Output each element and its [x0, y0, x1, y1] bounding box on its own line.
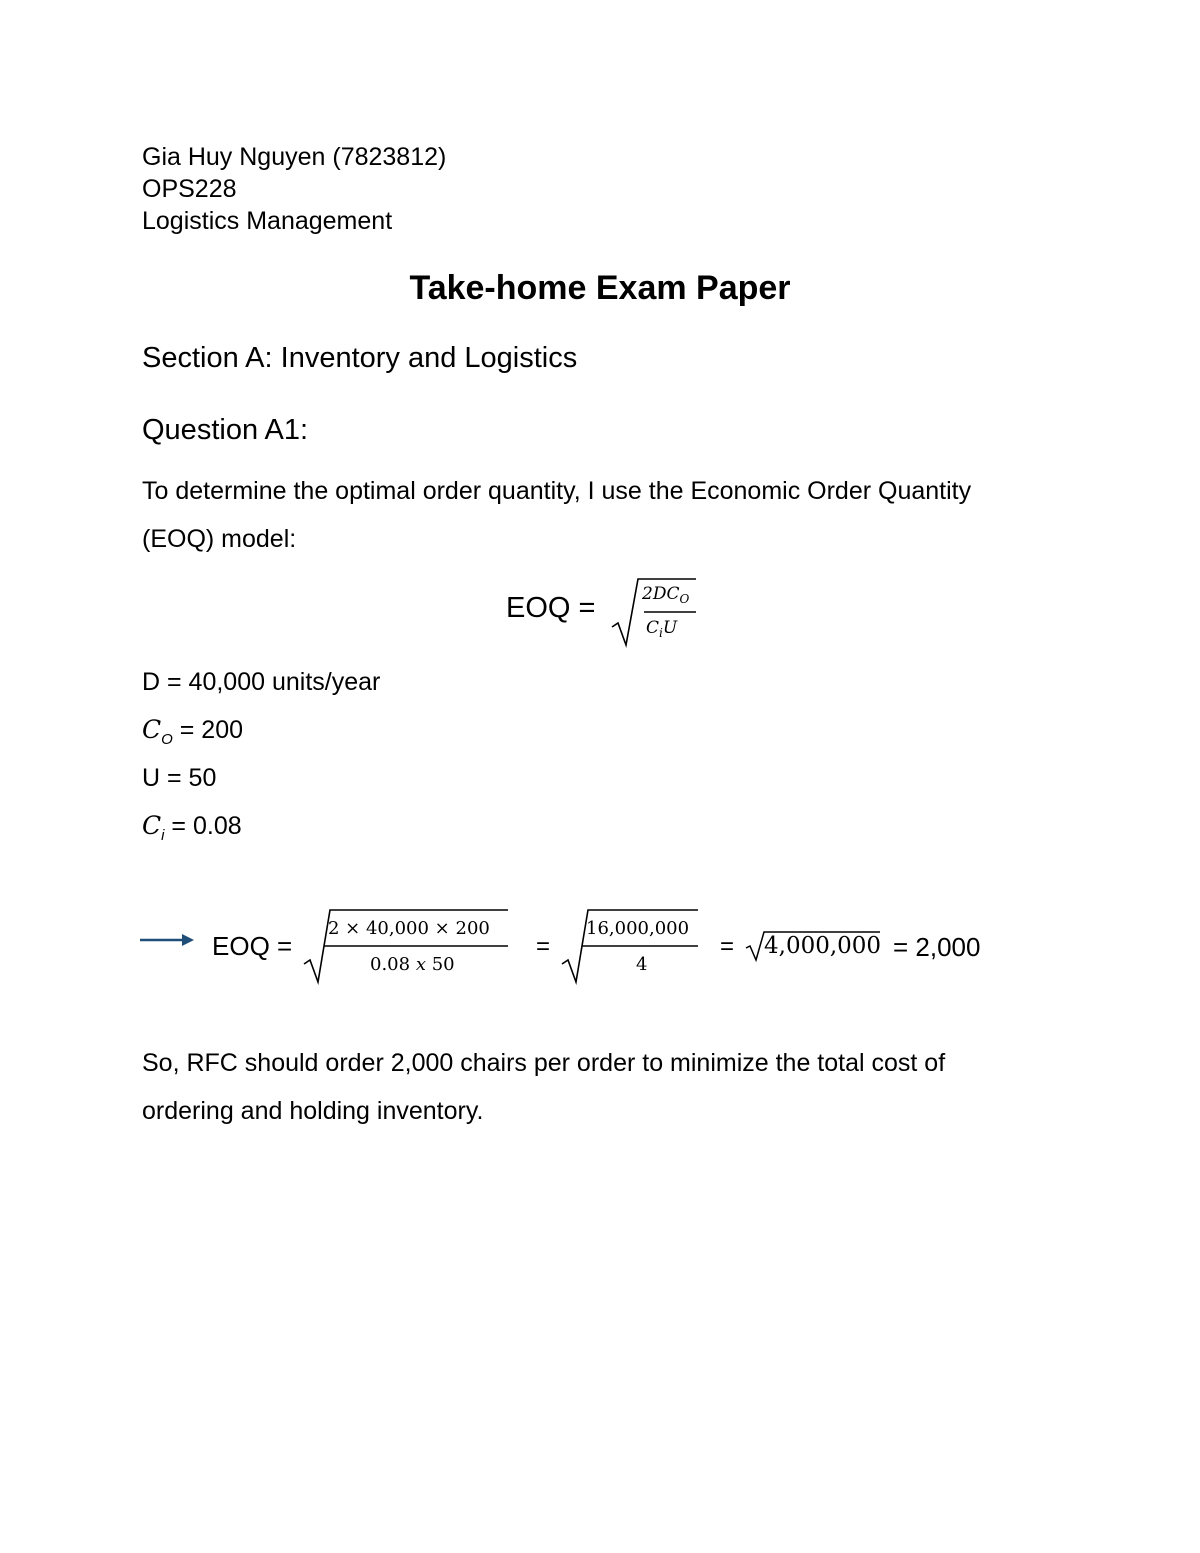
eoq-formula	[0, 575, 1200, 655]
formula-denominator: $C_iU$	[646, 618, 678, 640]
calc-equals-1: =	[536, 933, 551, 960]
calc-result: = 2,000	[893, 932, 981, 962]
calc-step1-denominator: 0.08 x 50	[370, 954, 455, 975]
calc-step1-numerator: 2 × 40,000 × 200	[328, 918, 490, 939]
course-name: Logistics Management	[142, 207, 393, 235]
conclusion-line-2: ordering and holding inventory.	[142, 1097, 484, 1125]
variable-u: U = 50	[142, 764, 217, 792]
formula-lhs: EOQ =	[506, 592, 596, 624]
course-code: OPS228	[142, 175, 237, 203]
intro-line-2: (EOQ) model:	[142, 525, 297, 553]
calc-step2-numerator: 16,000,000	[586, 918, 690, 939]
formula-numerator: $2DC_O$	[642, 584, 690, 606]
calc-step2-denominator: 4	[636, 954, 648, 975]
conclusion-line-1: So, RFC should order 2,000 chairs per order to minimize the total cost of	[142, 1049, 946, 1077]
variable-co: $C_O = 200$	[142, 715, 244, 748]
calc-step3-value: 4,000,000	[764, 933, 882, 959]
calc-lhs: EOQ =	[212, 931, 293, 961]
arrow-right-icon	[140, 932, 196, 948]
calc-equals-2: =	[720, 933, 735, 960]
section-heading: Section A: Inventory and Logistics	[142, 342, 578, 374]
eoq-calculation	[0, 900, 1200, 990]
question-heading: Question A1:	[142, 414, 309, 446]
variable-ci: $C_i = 0.08$	[142, 811, 242, 844]
variable-d: D = 40,000 units/year	[142, 668, 381, 696]
intro-line-1: To determine the optimal order quantity, I use the Economic Order Quantity	[142, 477, 972, 505]
author-line: Gia Huy Nguyen (7823812)	[142, 143, 447, 171]
document-title: Take-home Exam Paper	[409, 269, 791, 307]
